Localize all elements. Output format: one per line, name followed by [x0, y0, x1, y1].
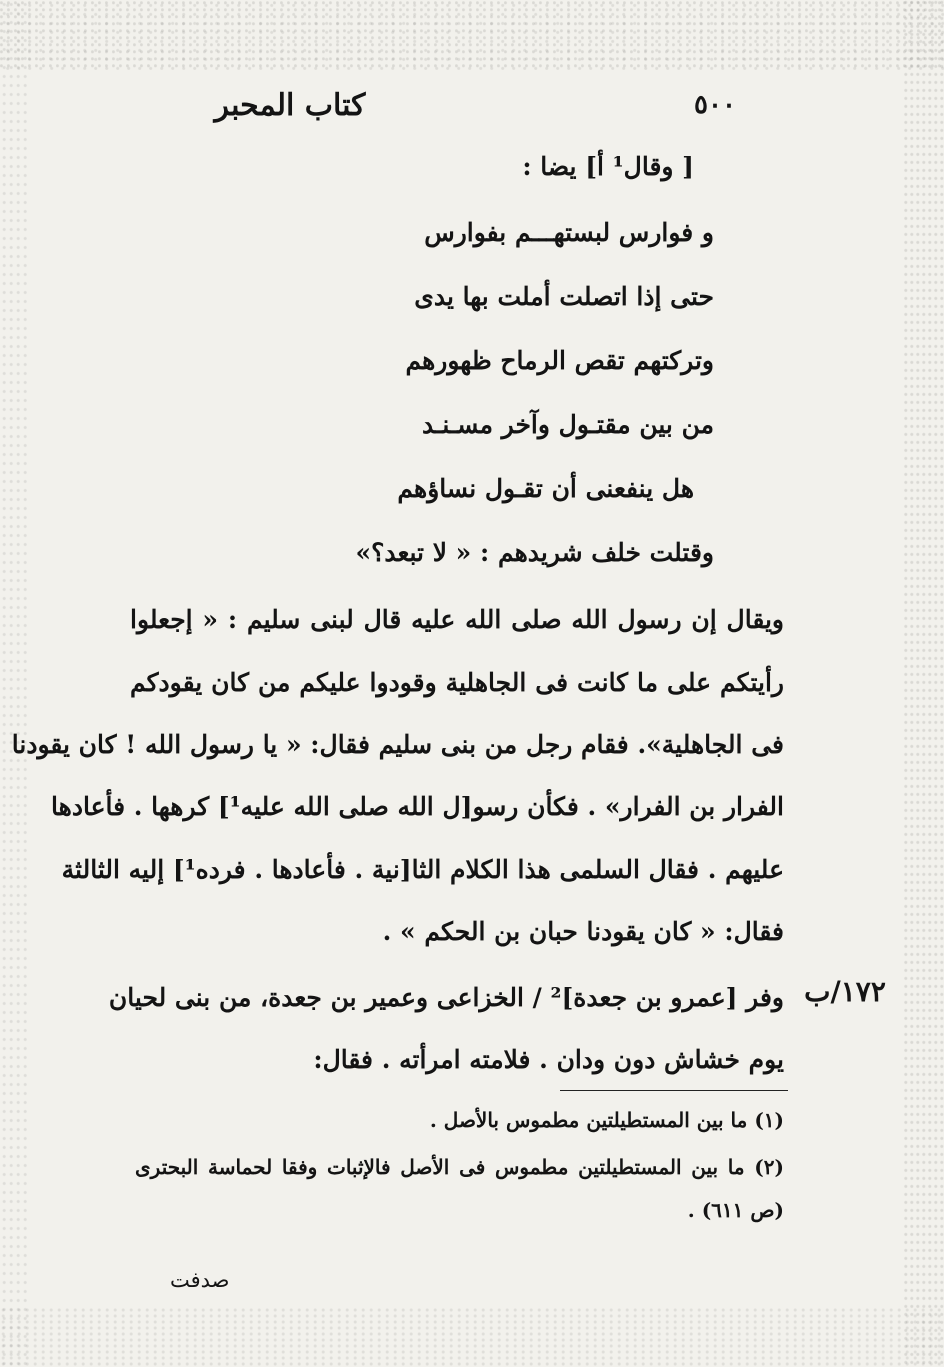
- prose-line: الفرار بن الفرار» . فكأن رسو[ل الله صلى الله عليه¹] كرهها . فأعادها: [51, 792, 784, 821]
- prose-line: ويقال إن رسول الله صلى الله عليه قال لبنى سليم : « إجعلوا: [130, 605, 784, 634]
- running-header-title: كتاب المحبر: [214, 88, 366, 123]
- prose-line: فى الجاهلية». فقام رجل من بنى سليم فقال: « يا رسول الله ! كان يقودنا: [11, 730, 784, 759]
- catchword: صدفت: [170, 1268, 230, 1292]
- prose-line: وفر [عمرو بن جعدة]² / الخزاعى وعمير بن جعدة، من بنى لحيان: [108, 983, 784, 1012]
- verse-line: حتى إذا اتصلت أملت بها يدى: [414, 282, 714, 311]
- verse-line: وقتلت خلف شريدهم : « لا تبعد؟»: [355, 538, 714, 567]
- footnote: (١) ما بين المستطيلتين مطموس بالأصل .: [429, 1108, 784, 1132]
- footnote: (٢) ما بين المستطيلتين مطموس فى الأصل فالإثبات وفقا لحماسة البحترى: [135, 1155, 784, 1179]
- footnote-separator: [560, 1090, 788, 1091]
- prose-line: يوم خشاش دون ودان . فلامته امرأته . فقال:: [313, 1045, 784, 1074]
- manuscript-folio-marker: ١٧٢/ب: [804, 975, 886, 1008]
- scan-noise-top: [0, 0, 944, 70]
- verse-line: هل ينفعنى أن تقـول نساؤهم: [397, 474, 694, 503]
- prose-line: فقال: « كان يقودنا حبان بن الحكم » .: [382, 917, 784, 946]
- footnote-continuation: (ص ٦١١) .: [687, 1198, 784, 1222]
- verse-line: وتركتهم تقص الرماح ظهورهم: [405, 346, 714, 375]
- page-number: ٥٠٠: [694, 90, 736, 120]
- scan-noise-bottom: [0, 1307, 944, 1367]
- prose-line: عليهم . فقال السلمى هذا الكلام الثا[نية . فأعادها . فرده¹] إليه الثالثة: [61, 855, 784, 884]
- verse-line: و فوارس لبستهـــم بفوارس: [424, 218, 714, 247]
- intro-line: [ وقال¹ أ] يضا :: [522, 152, 694, 181]
- verse-line: من بين مقتـول وآخر مسـنـد: [421, 410, 714, 439]
- scan-noise-right: [904, 0, 944, 1367]
- prose-line: رأيتكم على ما كانت فى الجاهلية وقودوا عليكم من كان يقودكم: [130, 668, 784, 697]
- scan-noise-left: [0, 0, 28, 1367]
